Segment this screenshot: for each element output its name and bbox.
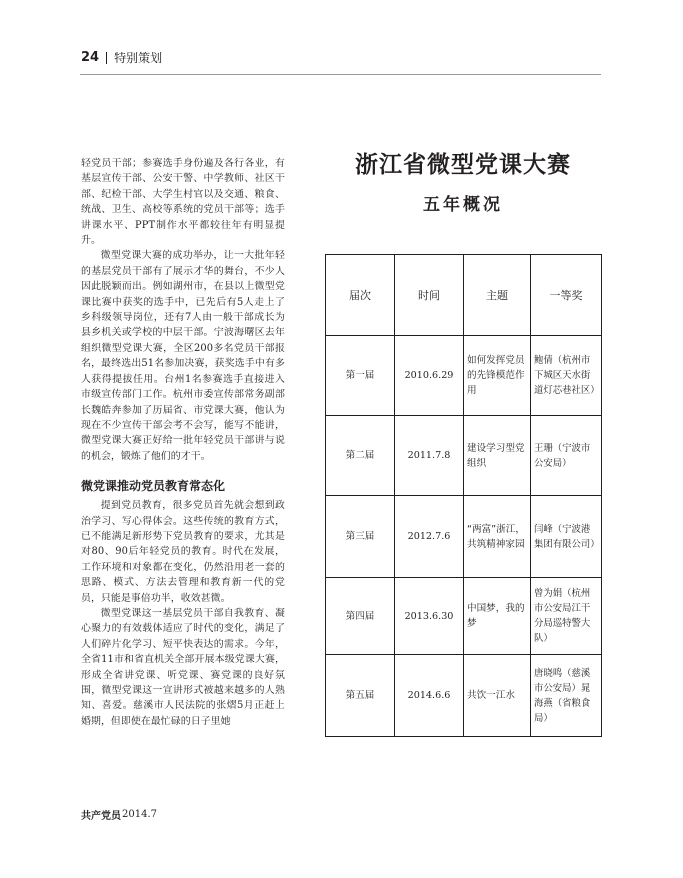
theme-cell: 中国梦，我的梦 [464, 578, 531, 655]
issue-label: 2014.7 [122, 809, 157, 820]
theme-cell: 如何发挥党员的先锋模范作用 [464, 336, 531, 416]
magazine-logo: 共产党员 [81, 811, 121, 822]
session-cell: 第三届 [326, 496, 395, 578]
table-row [326, 578, 602, 655]
theme-cell: 共饮一江水 [464, 655, 531, 737]
column-header: 届次 [326, 255, 395, 336]
sidebar-subtitle: 五年概况 [423, 195, 503, 215]
body-paragraph: 提到党员教育，很多党员首先就会想到政治学习、写心得体会。这些传统的教育方式，已不能满足新形势下党员教育的要求，尤其是对80、90后年轻党员的教育。时代在发展，工作环境和对象都在变化，仍然沿用老一套的思路、模式、方法去管理和教育新一代的党员，只能是事倍功半，收效甚微。 [81, 500, 285, 604]
sidebar-box [325, 150, 601, 724]
session-cell: 第二届 [326, 416, 395, 496]
sidebar-title: 浙江省微型党课大赛 [355, 151, 571, 178]
table-header-row [326, 255, 602, 336]
theme-cell: 建设学习型党组织 [464, 416, 531, 496]
table-row [326, 655, 602, 737]
awards-table [325, 254, 602, 737]
winner-cell: 唐晓鸣（慈溪市公安局）晁海燕（省粮食局） [531, 655, 602, 737]
table-row [326, 416, 602, 496]
session-cell: 第一届 [326, 336, 395, 416]
page-number: 24 [81, 50, 100, 65]
winner-cell: 王珊（宁波市公安局） [531, 416, 602, 496]
header-rule [80, 74, 601, 75]
section-label: 特别策划 [114, 51, 163, 65]
date-cell: 2014.6.6 [395, 655, 464, 737]
body-paragraph: 微型党课这一基层党员干部自我教育、凝心聚力的有效载体适应了时代的变化，满足了人们碎片化学习、短平快表达的需求。今年，全省11市和省直机关全部开展本级党课大赛，形成全省讲党课、听党课、赛党课的良好氛围，微型党课这一宣讲形式被越来越多的人熟知、喜爱。慈溪市人民法院的张熠5月正赶上婚期，但即使在最忙碌的日子里她 [81, 607, 285, 727]
table-row [326, 496, 602, 578]
column-header: 主题 [464, 255, 531, 336]
date-cell: 2013.6.30 [395, 578, 464, 655]
column-header: 一等奖 [531, 255, 602, 336]
column-header: 时间 [395, 255, 464, 336]
page-footer [81, 807, 157, 822]
header-divider [106, 52, 107, 64]
page-header [81, 49, 162, 66]
table-row [326, 336, 602, 416]
winner-cell: 曾为娟（杭州市公安局江干分局巡特警大队） [531, 578, 602, 655]
section-heading: 微党课推动党员教育常态化 [81, 479, 226, 494]
body-paragraph: 微型党课大赛的成功举办，让一大批年轻的基层党员干部有了展示才华的舞台，不少人因此脱颖而出。例如湖州市，在县以上微型党课比赛中获奖的选手中，已先后有5人走上了乡科级领导岗位，还有7人由一般干部成长为县乡机关或学校的中层干部。宁波海曙区去年组织微型党课大赛，全区200多名党员干部报名，最终选出51名参加决赛，获奖选手中有多人获得提拔任用。台州1名参赛选手直接进入市级宣传部门工作。杭州市委宣传部常务副部长魏皓奔参加了历届省、市党课大赛，他认为现在不少宣传干部会考不会写，能写不能讲，微型党课大赛正好给一批年轻党员干部讲与说的机会，锻炼了他们的才干。 [81, 250, 285, 462]
article-body [81, 156, 285, 729]
theme-cell: “两富”浙江，共筑精神家园 [464, 496, 531, 578]
winner-cell: 闫峰（宁波港集团有限公司） [531, 496, 602, 578]
date-cell: 2012.7.6 [395, 496, 464, 578]
date-cell: 2011.7.8 [395, 416, 464, 496]
session-cell: 第五届 [326, 655, 395, 737]
body-paragraph: 轻党员干部；参赛选手身份遍及各行各业，有基层宣传干部、公安干警、中学教师、社区干部、纪检干部、大学生村官以及交通、粮食、统战、卫生、高校等系统的党员干部等；选手讲课水平、PPT制作水平都较往年有明显提升。 [81, 158, 285, 247]
date-cell: 2010.6.29 [395, 336, 464, 416]
session-cell: 第四届 [326, 578, 395, 655]
winner-cell: 鲍倩（杭州市下城区天水街道灯芯巷社区） [531, 336, 602, 416]
